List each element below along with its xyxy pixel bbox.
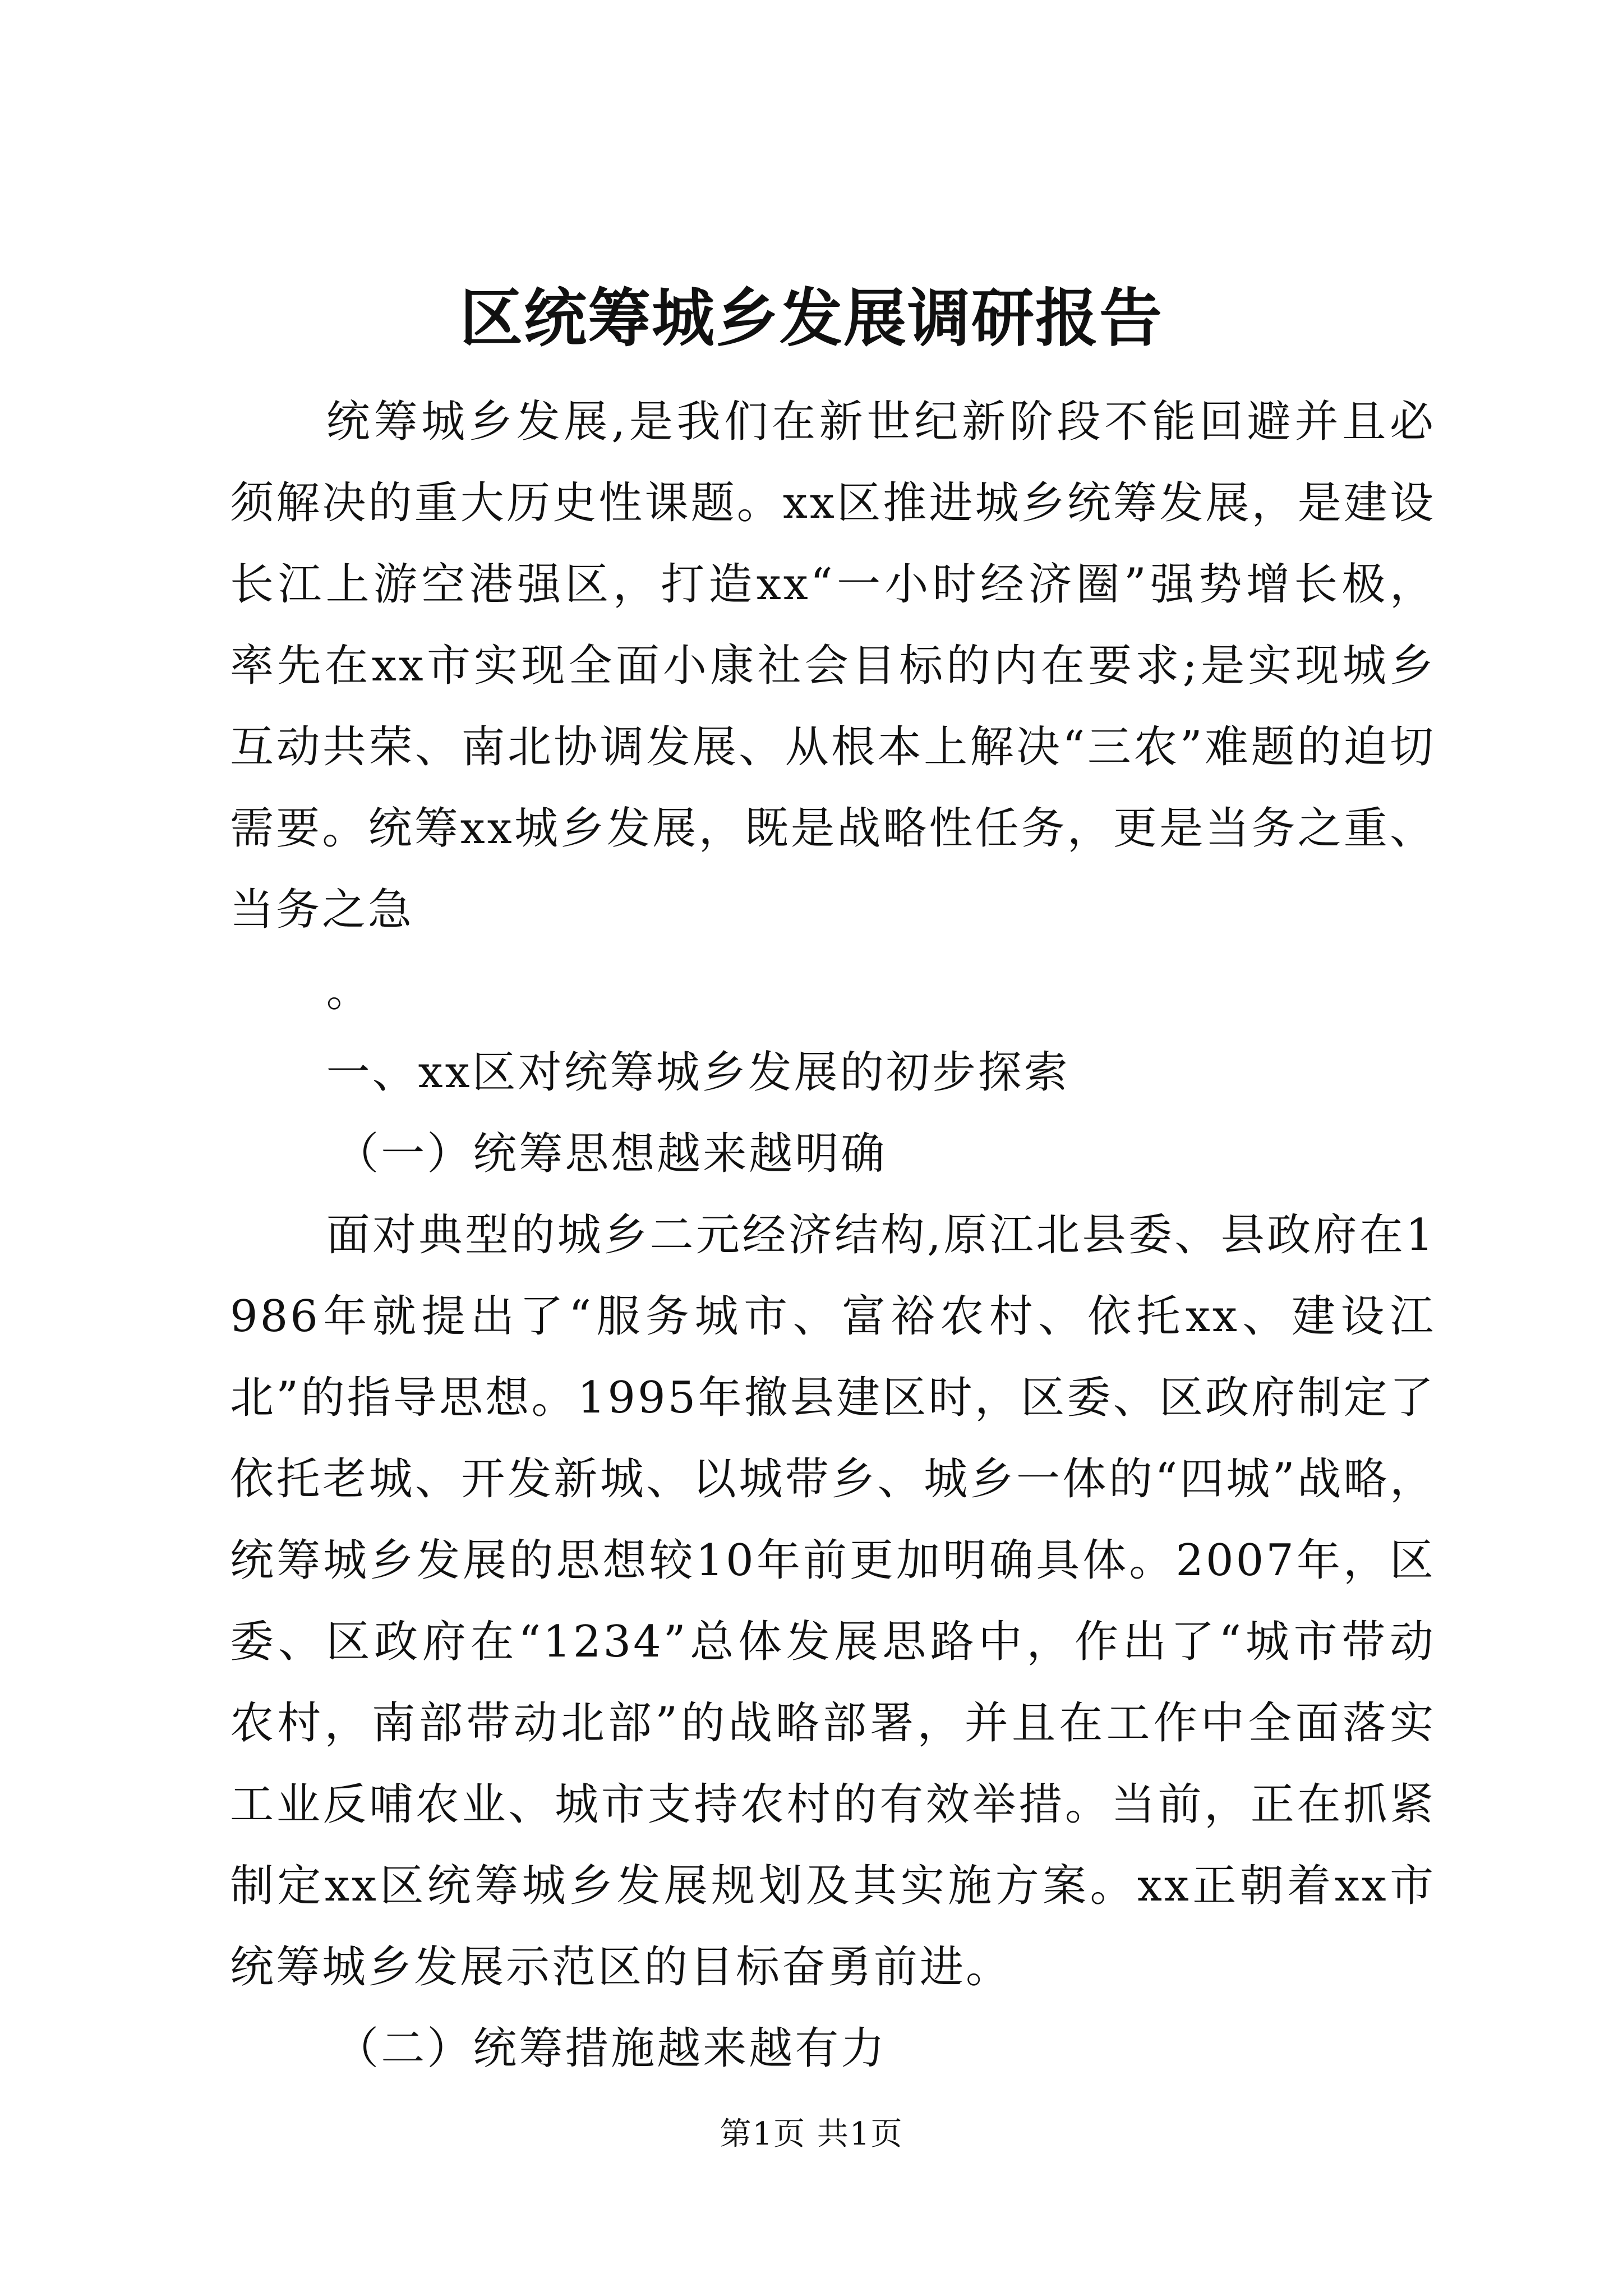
section-heading-1: 一、xx区对统筹城乡发展的初步探索 xyxy=(326,1047,1070,1098)
subsection-heading-1: （一）统筹思想越来越明确 xyxy=(335,1129,887,1179)
subsection-1-paragraph: 面对典型的城乡二元经济结构,原江北县委、县政府在1986年就提出了“服务城市、富裕农村、依托xx、建设江北”的指导思想。1995年撤县建区时，区委、区政府制定了依托老城、开发新城、以城带乡、城乡一体的“四城”战略，统筹城乡发展的思想较10年前更加明确具体。2007年，区委、区政府在“1234”总体发展思路中，作出了“城市带动农村，南部带动北部”的战略部署，并且在工作中全面落实工业反哺农业、城市支持农村的有效举措。当前，正在抓紧制定xx区统筹城乡发展规划及其实施方案。xx正朝着xx市统筹城乡发展示范区的目标奋勇前进。 xyxy=(230,1210,1436,1993)
intro-paragraph: 统筹城乡发展,是我们在新世纪新阶段不能回避并且必须解决的重大历史性课题。xx区推进城乡统筹发展，是建设长江上游空港强区，打造xx“一小时经济圈”强势增长极，率先在xx市实现全面小康社会目标的内在要求;是实现城乡互动共荣、南北协调发展、从根本上解决“三农”难题的迫切需要。统筹xx城乡发展，既是战略性任务，更是当务之重、当务之急 xyxy=(230,397,1436,935)
page-footer: 第1页 共1页 xyxy=(720,2116,903,2152)
document-body xyxy=(230,381,1436,2090)
subsection-heading-2: （二）统筹措施越来越有力 xyxy=(335,2023,887,2074)
document-title: 区统筹城乡发展调研报告 xyxy=(460,282,1163,355)
intro-paragraph-end: 。 xyxy=(326,966,372,1016)
